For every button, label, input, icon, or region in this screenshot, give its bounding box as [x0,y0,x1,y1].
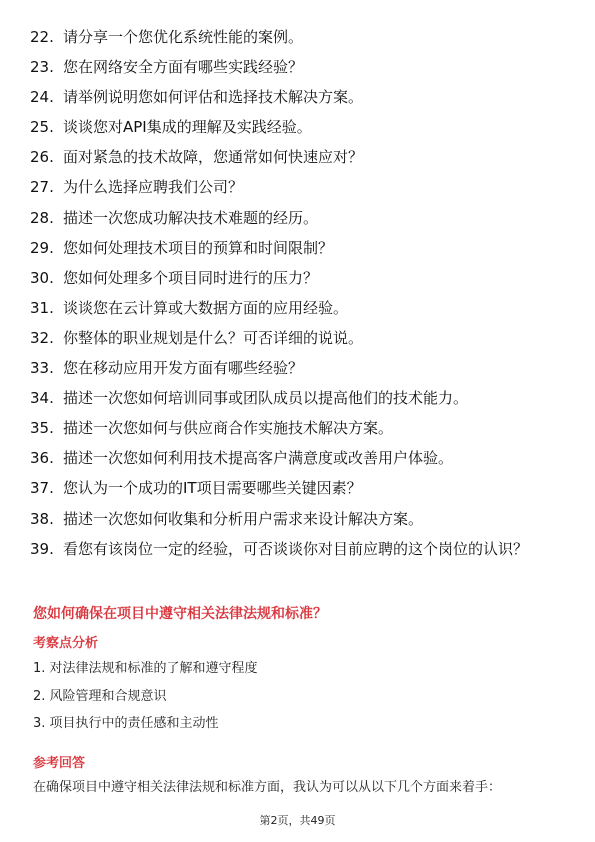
list-item [30,207,570,229]
list-item [30,56,570,78]
page-footer: 第2页，共49页 [259,814,336,827]
question-number: 26. [30,148,54,167]
list-item [30,146,570,168]
question-text: 描述一次您如何培训同事或团队成员以提高他们的技术能力。 [63,389,469,408]
question-number: 31. [30,298,54,317]
list-item [30,477,570,499]
question-text: 您如何处理技术项目的预算和时间限制？ [63,238,334,257]
question-number: 38. [30,509,54,528]
question-number: 30. [30,268,54,287]
list-item [30,267,570,289]
question-text: 您在移动应用开发方面有哪些经验？ [63,359,304,378]
question-text: 面对紧急的技术故障，您通常如何快速应对？ [63,148,364,167]
question-number: 24. [30,88,54,107]
list-item [30,297,570,319]
question-text: 为什么选择应聘我们公司？ [63,178,244,197]
question-number: 22. [30,28,54,46]
question-number: 34. [30,389,54,408]
question-number: 29. [30,238,54,257]
list-item [30,327,570,349]
question-number: 32. [30,328,54,347]
analysis-points [33,660,258,743]
question-number: 39. [30,539,54,558]
list-item: 3. 项目执行中的责任感和主动性 [33,716,219,731]
question-text: 描述一次您成功解决技术难题的经历。 [63,208,319,227]
question-number: 25. [30,118,54,137]
list-item [30,116,570,138]
list-item [30,26,570,48]
list-item [30,538,570,560]
question-number: 37. [30,479,54,498]
analysis-heading: 考察点分析 [33,636,99,651]
list-item [30,86,570,108]
list-item [30,176,570,198]
question-text: 您认为一个成功的IT项目需要哪些关键因素？ [63,479,362,498]
question-text: 看您有该岗位一定的经验，可否谈谈你对目前应聘的这个岗位的认识？ [63,539,529,558]
question-text: 你整体的职业规划是什么？可否详细的说说。 [63,328,364,347]
question-number: 36. [30,449,54,468]
question-number: 33. [30,359,54,378]
answer-text: 在确保项目中遵守相关法律法规和标准方面，我认为可以从以下几个方面来着手： [33,780,502,795]
question-text: 您如何处理多个项目同时进行的压力？ [63,268,319,287]
list-item [30,387,570,409]
question-text: 描述一次您如何收集和分析用户需求来设计解决方案。 [63,509,424,528]
list-item [30,447,570,469]
answer-heading: 参考回答 [33,756,86,771]
question-number: 23. [30,58,54,77]
question-text: 请举例说明您如何评估和选择技术解决方案。 [63,88,364,107]
question-text: 您在网络安全方面有哪些实践经验？ [63,58,304,77]
section-title: 您如何确保在项目中遵守相关法律法规和标准？ [33,606,327,622]
question-list [30,26,570,568]
question-number: 27. [30,178,54,197]
list-item: 2. 风险管理和合规意识 [33,688,167,704]
question-text: 描述一次您如何与供应商合作实施技术解决方案。 [63,419,394,438]
question-number: 35. [30,419,54,438]
list-item [30,357,570,379]
question-text: 谈谈您对API集成的理解及实践经验。 [63,118,312,137]
list-item: 1. 对法律法规和标准的了解和遵守程度 [33,661,258,676]
list-item [30,417,570,439]
question-number: 28. [30,208,54,227]
list-item [30,508,570,530]
question-text: 请分享一个您优化系统性能的案例。 [63,28,304,46]
question-text: 谈谈您在云计算或大数据方面的应用经验。 [63,298,349,317]
list-item [30,237,570,259]
question-text: 描述一次您如何利用技术提高客户满意度或改善用户体验。 [63,449,454,468]
